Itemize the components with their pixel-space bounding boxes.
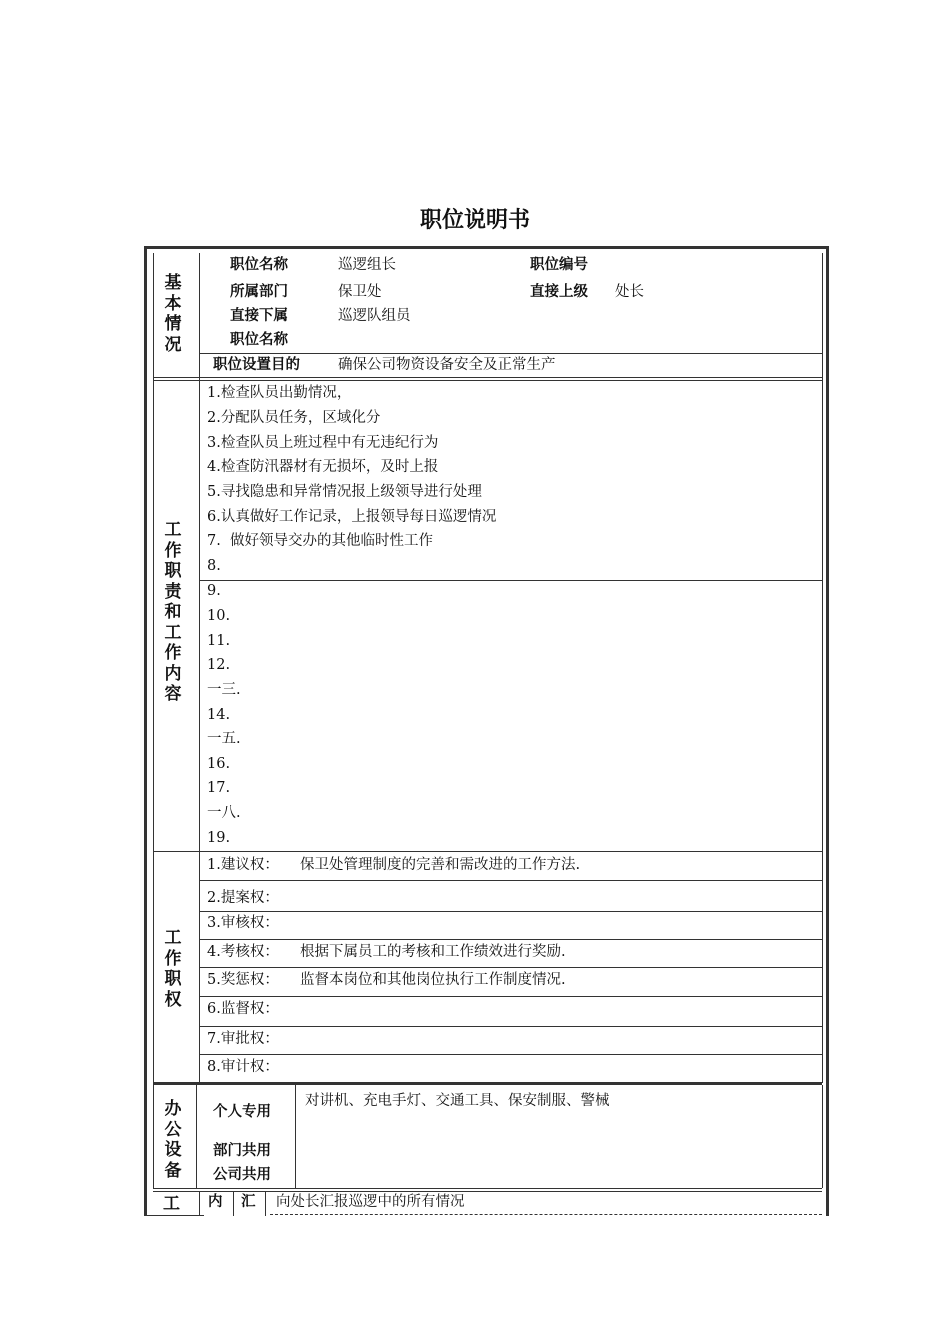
duties-section-char: 职: [164, 561, 182, 581]
equipment-personal-label: 个人专用: [213, 1104, 271, 1120]
basic-section-label: [163, 273, 183, 355]
list-item: 11.: [207, 633, 231, 649]
list-item: 6.认真做好工作记录，上报领导每日巡逻情况: [207, 509, 497, 525]
list-item: 2.分配队员任务，区域化分: [207, 410, 381, 426]
page-title: 职位说明书: [419, 208, 530, 233]
list-item: 12.: [207, 657, 231, 673]
position-name-value: 巡逻组长: [338, 257, 396, 273]
authority-section-label: [163, 928, 183, 1010]
authority-section-char: 作: [164, 948, 182, 969]
basic-section-char: 本: [164, 293, 182, 314]
subordinate-value: 巡逻队组员: [338, 308, 411, 324]
authority-section-char: 权: [164, 989, 182, 1010]
basic-section-char: 基: [164, 273, 182, 293]
authority-label: 8.审计权：: [207, 1059, 279, 1075]
equipment-section-label: [163, 1099, 183, 1181]
list-item: 3.检查队员上班过程中有无违纪行为: [207, 435, 439, 451]
authority-label: 6.监督权：: [207, 1001, 279, 1017]
purpose-label: 职位设置目的: [213, 357, 300, 373]
list-item: 19.: [207, 830, 231, 846]
superior-value: 处长: [615, 284, 644, 300]
authority-section-char: 工: [164, 928, 182, 948]
authority-value: 保卫处管理制度的完善和需改进的工作方法.: [300, 857, 581, 873]
relations-value: 向处长汇报巡逻中的所有情况: [276, 1194, 465, 1210]
duties-section-char: 作: [164, 643, 182, 663]
authority-value: 根据下属员工的考核和工作绩效进行奖励.: [300, 944, 566, 960]
equipment-company-label: 公司共用: [213, 1167, 271, 1183]
equipment-value: 对讲机、充电手灯、交通工具、保安制服、警械: [305, 1093, 610, 1109]
list-item: 一五.: [207, 731, 241, 747]
relations-section-label: 工: [163, 1194, 180, 1214]
position-code-label: 职位编号: [530, 257, 588, 273]
duties-section-char: 工: [164, 520, 182, 540]
authority-value: 监督本岗位和其他岗位执行工作制度情况.: [300, 972, 566, 988]
dept-label: 所属部门: [230, 284, 288, 300]
equipment-section-char: 办: [164, 1099, 182, 1119]
list-item: 7. 做好领导交办的其他临时性工作: [207, 533, 434, 549]
list-item: 一三.: [207, 682, 241, 698]
superior-label: 直接上级: [530, 284, 588, 300]
list-item: 9.: [207, 583, 221, 599]
list-item: 14.: [207, 707, 231, 723]
duties-section-char: 容: [164, 684, 182, 704]
authority-label: 7.审批权：: [207, 1031, 279, 1047]
list-item: 17.: [207, 780, 231, 796]
basic-section-char: 况: [164, 334, 182, 355]
equipment-section-char: 设: [164, 1140, 182, 1160]
equipment-section-char: 公: [164, 1119, 182, 1140]
relations-col1: 内: [208, 1194, 223, 1210]
list-item: 5.寻找隐患和异常情况报上级领导进行处理: [207, 484, 482, 500]
duties-section-char: 内: [164, 663, 182, 684]
dept-value: 保卫处: [338, 284, 382, 300]
authority-label: 4.考核权：: [207, 944, 279, 960]
list-item: 1.检查队员出勤情况，: [207, 385, 352, 401]
subordinate-label-2: 职位名称: [230, 332, 288, 348]
list-item: 4.检查防汛器材有无损坏，及时上报: [207, 459, 439, 475]
relations-col2: 汇: [241, 1194, 256, 1210]
authority-section-char: 职: [164, 969, 182, 989]
list-item: 8.: [207, 558, 221, 574]
basic-section-char: 情: [164, 314, 182, 334]
duties-section-char: 责: [164, 581, 182, 602]
purpose-value: 确保公司物资设备安全及正常生产: [338, 357, 556, 373]
duties-section-char: 工: [164, 622, 182, 643]
list-item: 10.: [207, 608, 231, 624]
duties-section-char: 作: [164, 540, 182, 561]
duties-section-label: [163, 520, 183, 705]
list-item: 一八.: [207, 805, 241, 821]
position-name-label: 职位名称: [230, 257, 288, 273]
authority-label: 1.建议权：: [207, 857, 279, 873]
list-item: 16.: [207, 756, 231, 772]
equipment-dept-label: 部门共用: [213, 1143, 271, 1159]
duties-section-char: 和: [164, 602, 182, 622]
subordinate-label: 直接下属: [230, 308, 288, 324]
authority-label: 2.提案权：: [207, 890, 279, 906]
authority-label: 5.奖惩权：: [207, 972, 279, 988]
authority-label: 3.审核权：: [207, 915, 279, 931]
equipment-section-char: 备: [164, 1160, 182, 1181]
